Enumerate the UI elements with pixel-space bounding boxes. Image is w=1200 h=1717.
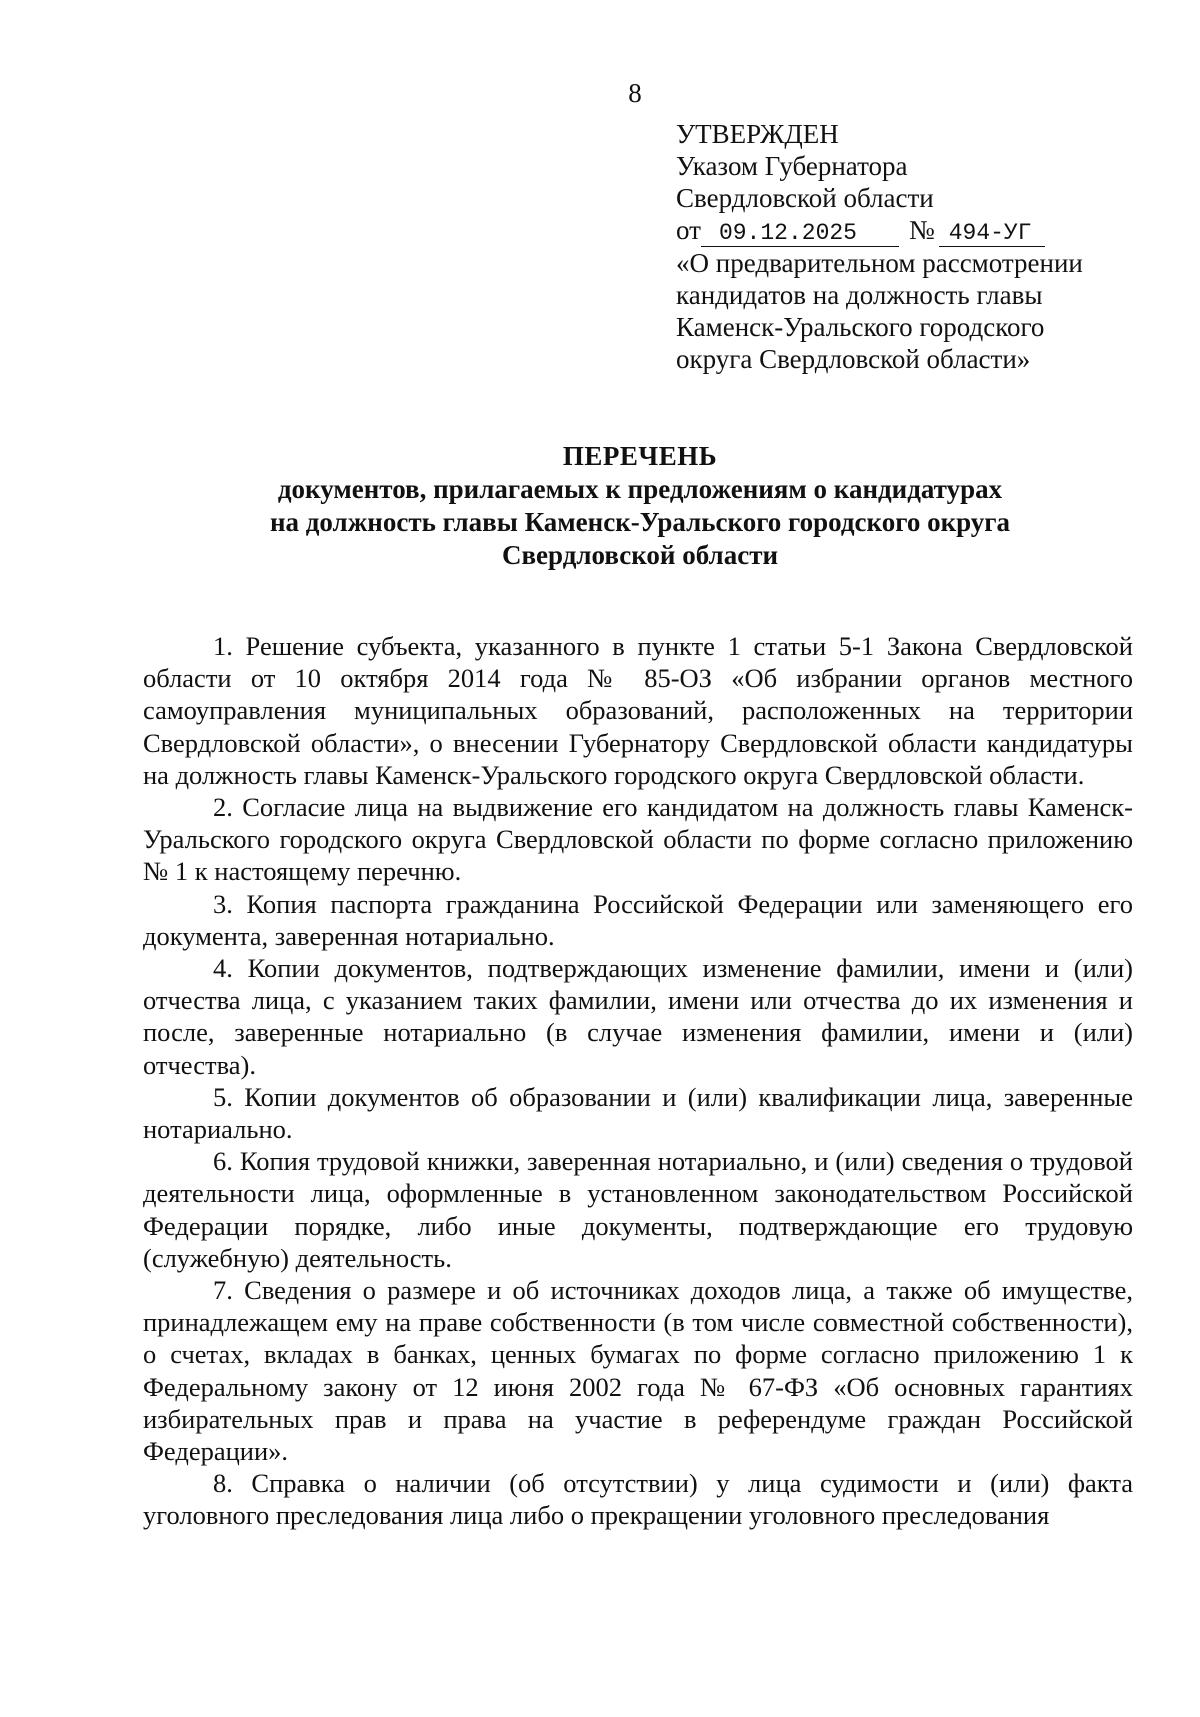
heading-title: ПЕРЕЧЕНЬ xyxy=(562,441,718,471)
heading-line-1: документов, прилагаемых к предложениям о кандидатурах xyxy=(277,474,1003,504)
list-item-5: 5. Копии документов об образовании и (или) квалификации лица, заверенные нотариально. xyxy=(143,1081,1133,1145)
number-sign: № xyxy=(908,215,935,245)
list-item-3: 3. Копия паспорта гражданина Российской Федерации или заменяющего его документа, заверенная нотариально. xyxy=(143,888,1133,951)
approval-authority: Указом Губернатора xyxy=(676,151,908,181)
decree-title-line-1: «О предварительном рассмотрении xyxy=(676,248,1083,278)
decree-date: 09.12.2025 xyxy=(701,220,899,247)
decree-title-line-4: округа Свердловской области» xyxy=(676,344,1031,374)
heading-line-2: на должность главы Каменск-Уральского городского округа xyxy=(269,507,1011,537)
list-item-6: 6. Копия трудовой книжки, заверенная нотариально, и (или) сведения о трудовой деятельности лица, оформленные в установленном законодательством Российской Федерации порядке, либо иные документы, подтверждающие его трудовую (служебную) деятельность. xyxy=(143,1146,1133,1273)
approval-region: Свердловской области xyxy=(676,183,934,213)
approval-status: УТВЕРЖДЕН xyxy=(676,119,839,149)
decree-title-line-3: Каменск-Уральского городского xyxy=(676,312,1045,342)
decree-title-line-2: кандидатов на должность главы xyxy=(676,280,1043,310)
list-item-2: 2. Согласие лица на выдвижение его кандидатом на должность главы Каменск-Уральского городского округа Свердловской области по форме согласно приложению № 1 к настоящему перечню. xyxy=(143,792,1133,887)
list-item-8: 8. Справка о наличии (об отсутствии) у лица судимости и (или) факта уголовного преследования лица либо о прекращении уголовного преследования xyxy=(143,1468,1133,1531)
approval-date-row xyxy=(676,214,1146,247)
list-item-1: 1. Решение субъекта, указанного в пункте 1 статьи 5-1 Закона Свердловской области от 10 октября 2014 года № 85-ОЗ «Об избрании органов местного самоуправления муниципальных образований, расположенных на территории Свердловской области», о внесении Губернатору Свердловской области кандидатуры на должность главы Каменск-Уральского городского округа Свердловской области. xyxy=(143,631,1133,790)
page-number: 8 xyxy=(628,78,642,108)
document-body xyxy=(143,630,1133,1532)
date-prefix: от xyxy=(676,215,701,245)
list-item-7: 7. Сведения о размере и об источниках доходов лица, а также об имуществе, принадлежащем ему на праве собственности (в том числе совместной собственности), о счетах, вкладах в банках, ценных бумагах по форме согласно приложению 1 к Федеральному закону от 12 июня 2002 года № 67-ФЗ «Об основных гарантиях избирательных прав и права на участие в референдуме граждан Российской Федерации». xyxy=(143,1275,1133,1467)
list-item-4: 4. Копии документов, подтверждающих изменение фамилии, имени и (или) отчества лица, с указанием таких фамилии, имени или отчества до их изменения и после, заверенные нотариально (в случае изменения фамилии, имени и (или) отчества). xyxy=(143,953,1133,1080)
heading-line-3: Свердловской области xyxy=(501,540,779,570)
document-heading xyxy=(140,440,1140,572)
approval-stamp-block xyxy=(676,118,1146,375)
decree-number: 494-УГ xyxy=(939,220,1045,247)
